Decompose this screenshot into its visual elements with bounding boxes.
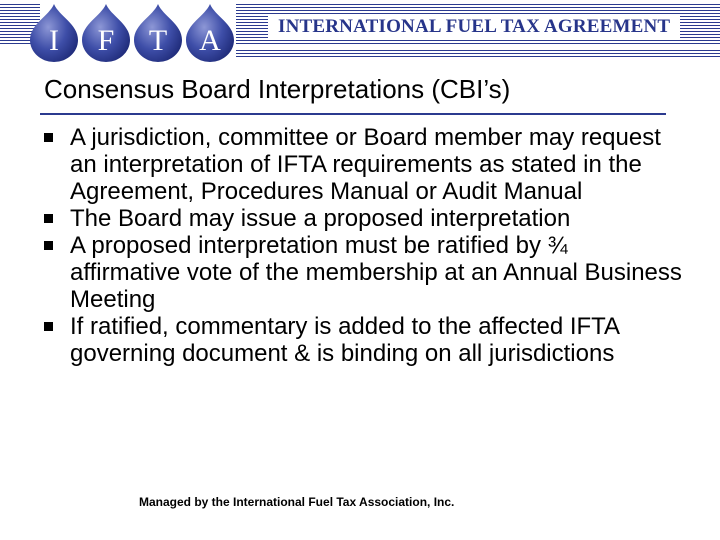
logo-letter: F [97, 24, 115, 57]
bullet-text: The Board may issue a proposed interpretation [70, 205, 571, 232]
bullet-item [44, 205, 684, 232]
bullet-text: If ratified, commentary is added to the affected IFTA governing document & is binding on all jurisdictions [70, 313, 619, 367]
square-bullet-icon [44, 133, 53, 142]
square-bullet-icon [44, 214, 53, 223]
header-stripes-bottom [236, 50, 720, 58]
slide-title: Consensus Board Interpretations (CBI’s) [44, 74, 511, 104]
bullet-text: A proposed interpretation must be ratified by ¾ affirmative vote of the membership at an Annual Business Meeting [70, 232, 682, 313]
bullet-item [44, 232, 684, 313]
square-bullet-icon [44, 322, 53, 331]
title-underline [40, 113, 666, 115]
bullet-item [44, 313, 684, 367]
logo-letter: A [199, 24, 221, 57]
logo-drop-3 [134, 4, 182, 62]
bullet-list [44, 124, 684, 367]
logo-drop-1 [30, 4, 78, 62]
bullet-item [44, 124, 684, 205]
footer-text: Managed by the International Fuel Tax Association, Inc. [139, 495, 455, 509]
square-bullet-icon [44, 241, 53, 250]
logo-letter: I [49, 24, 59, 57]
bullet-text: A jurisdiction, committee or Board member may request an interpretation of IFTA requirements as stated in the Agreement, Procedures Manual or Audit Manual [70, 124, 661, 205]
ifta-logo [28, 0, 238, 64]
logo-letter: T [148, 24, 168, 57]
logo-drop-4 [186, 4, 234, 62]
logo-drop-2 [82, 4, 130, 62]
org-name: INTERNATIONAL FUEL TAX AGREEMENT [268, 14, 680, 40]
slide-header [0, 0, 720, 70]
